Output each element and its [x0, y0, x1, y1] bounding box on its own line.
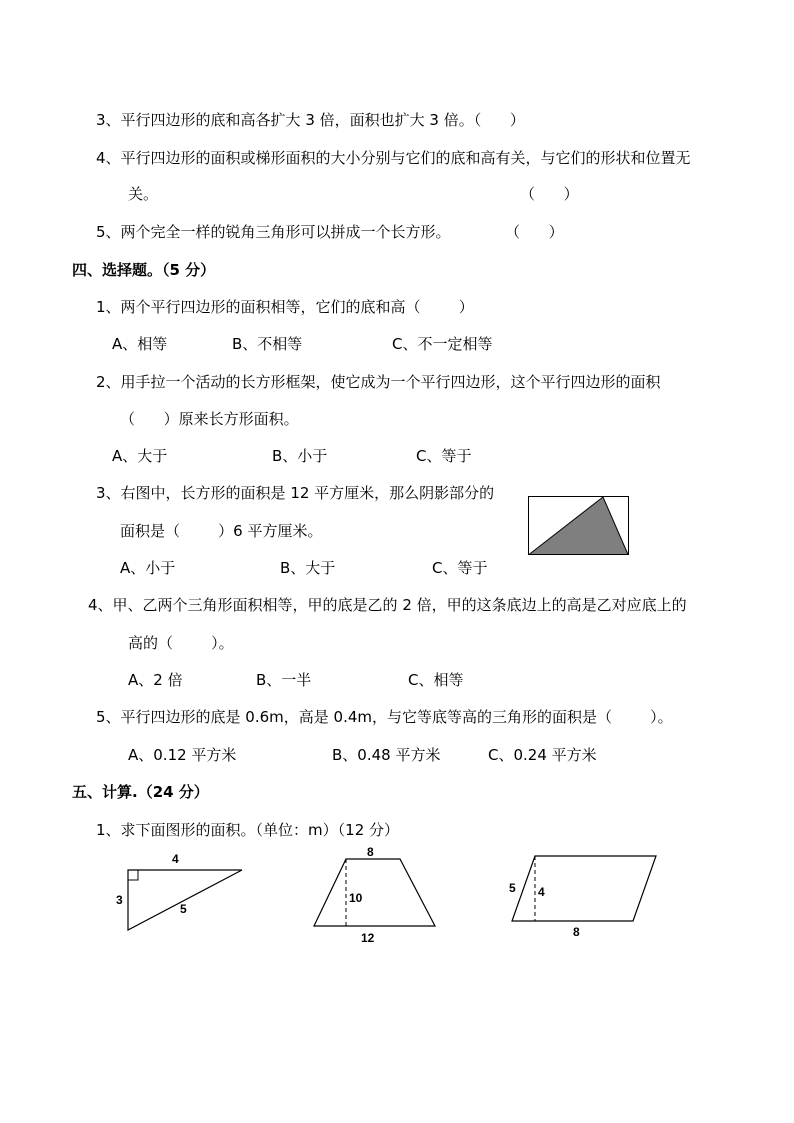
mc-q2-option-a[interactable]: A、大于 [112, 447, 168, 465]
tf-question-4-line1: 4、平行四边形的面积或梯形面积的大小分别与它们的底和高有关，与它们的形状和位置无 [96, 149, 691, 167]
tf-question-4-line2: 关。 [128, 185, 159, 203]
tf-question-5-answer-paren[interactable]: （ ） [505, 223, 564, 241]
tf-question-4-answer-paren[interactable]: （ ） [520, 185, 579, 203]
mc-q3-option-b[interactable]: B、大于 [280, 559, 336, 577]
tf-question-5: 5、两个完全一样的锐角三角形可以拼成一个长方形。 [96, 223, 451, 241]
mc-q4-option-c[interactable]: C、相等 [408, 671, 464, 689]
section-4-header: 四、选择题。（5 分） [72, 261, 216, 279]
triangle-outline [128, 870, 242, 930]
shaded-triangle [529, 497, 628, 555]
mc-q1-option-b[interactable]: B、不相等 [232, 335, 303, 353]
trapezoid-height-label: 10 [349, 891, 363, 905]
mc-question-3-line1: 3、右图中，长方形的面积是 12 平方厘米，那么阴影部分的 [96, 484, 495, 502]
mc-q5-option-b[interactable]: B、0.48 平方米 [332, 746, 441, 764]
trapezoid-bottom-label: 12 [361, 931, 375, 945]
mc-q2-option-c[interactable]: C、等于 [416, 447, 472, 465]
parallelogram-height-label: 4 [538, 885, 545, 899]
section-5-header: 五、计算.（24 分） [72, 783, 209, 801]
triangle-hypotenuse-label: 5 [180, 902, 187, 916]
mc-question-5: 5、平行四边形的底是 0.6m，高是 0.4m，与它等底等高的三角形的面积是（ ）。 [96, 708, 673, 726]
parallelogram-figure [505, 850, 665, 940]
calc-question-1: 1、求下面图形的面积。（单位：m）（12 分） [96, 821, 400, 839]
mc-q4-option-b[interactable]: B、一半 [256, 671, 312, 689]
mc-q1-option-a[interactable]: A、相等 [112, 335, 168, 353]
mc-question-4-line2: 高的（ ）。 [128, 634, 234, 652]
parallelogram-outline [512, 856, 656, 921]
parallelogram-base-label: 8 [573, 925, 580, 939]
mc-question-2-line1: 2、用手拉一个活动的长方形框架，使它成为一个平行四边形，这个平行四边形的面积 [96, 373, 661, 391]
mc-question-2-line2: （ ）原来长方形面积。 [120, 410, 299, 428]
mc-q4-option-a[interactable]: A、2 倍 [128, 671, 183, 689]
right-angle-mark [128, 870, 138, 880]
trapezoid-top-label: 8 [367, 845, 374, 859]
trapezoid-figure [310, 842, 440, 947]
mc-question-3-line2: 面积是（ ）6 平方厘米。 [120, 522, 323, 540]
triangle-left-label: 3 [116, 893, 123, 907]
mc-question-4-line1: 4、甲、乙两个三角形面积相等，甲的底是乙的 2 倍，甲的这条底边上的高是乙对应底上的 [88, 596, 687, 614]
triangle-top-label: 4 [172, 852, 179, 866]
mc-q3-option-c[interactable]: C、等于 [432, 559, 488, 577]
mc-q5-option-c[interactable]: C、0.24 平方米 [488, 746, 597, 764]
right-triangle-figure [110, 850, 250, 935]
mc-q5-option-a[interactable]: A、0.12 平方米 [128, 746, 237, 764]
trapezoid-outline [314, 859, 435, 926]
tf-question-3: 3、平行四边形的底和高各扩大 3 倍，面积也扩大 3 倍。（ ） [96, 111, 525, 129]
mc-q2-option-b[interactable]: B、小于 [272, 447, 328, 465]
mc-question-1: 1、两个平行四边形的面积相等，它们的底和高（ ） [96, 298, 474, 316]
mc-q3-option-a[interactable]: A、小于 [120, 559, 176, 577]
parallelogram-side-label: 5 [509, 881, 516, 895]
shaded-rectangle-figure [528, 496, 630, 556]
mc-q1-option-c[interactable]: C、不一定相等 [392, 335, 493, 353]
